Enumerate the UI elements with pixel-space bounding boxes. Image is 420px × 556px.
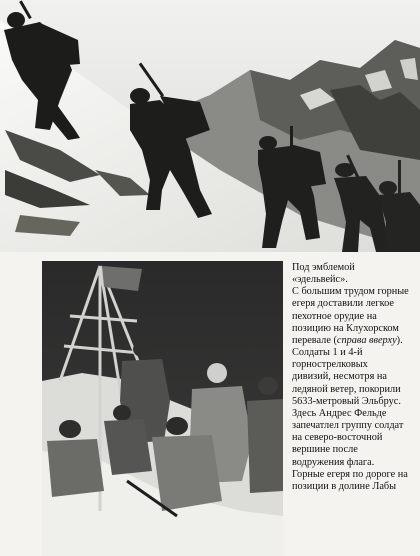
caption-line: С большим трудом горные xyxy=(292,286,409,298)
caption-line: Горные егеря по дороге на xyxy=(292,468,408,480)
caption-line: ледяной ветер, покорили xyxy=(292,383,401,395)
photo-elbrus-summit-group xyxy=(42,261,283,556)
caption-line xyxy=(292,335,420,347)
caption-line: позиции в долине Лабы xyxy=(292,480,397,492)
caption-line: дивизий, несмотря на xyxy=(292,371,387,383)
caption-line: запечатлел группу солдат xyxy=(292,420,404,432)
caption-italic-note: справа вверху xyxy=(336,334,397,346)
caption-line: Солдаты 1 и 4-й xyxy=(292,347,363,359)
caption-line: Здесь Андрес Фельде xyxy=(292,407,387,419)
caption-line: егеря доставили легкое xyxy=(292,298,394,310)
caption-line: водружения флага. xyxy=(292,456,375,468)
photo-mountain-troops-climbing-image xyxy=(0,0,420,252)
photo-elbrus-summit-group-image xyxy=(42,261,283,556)
caption-fragment: перевале ( xyxy=(292,334,337,346)
caption-line: вершине после xyxy=(292,444,358,456)
caption-line: горнострелковых xyxy=(292,359,368,371)
caption-fragment: ). xyxy=(396,334,403,346)
caption-line: позицию на Клухорском xyxy=(292,322,399,334)
caption-line: пехотное орудие на xyxy=(292,310,377,322)
photo-caption xyxy=(292,262,420,493)
photo-mountain-troops-climbing xyxy=(0,0,420,252)
caption-line: Под эмблемой xyxy=(292,262,355,273)
caption-line: 5633-метровый Эльбрус. xyxy=(292,395,401,407)
caption-line: «эдельвейс». xyxy=(292,274,348,286)
caption-line: на северо-восточной xyxy=(292,432,383,444)
